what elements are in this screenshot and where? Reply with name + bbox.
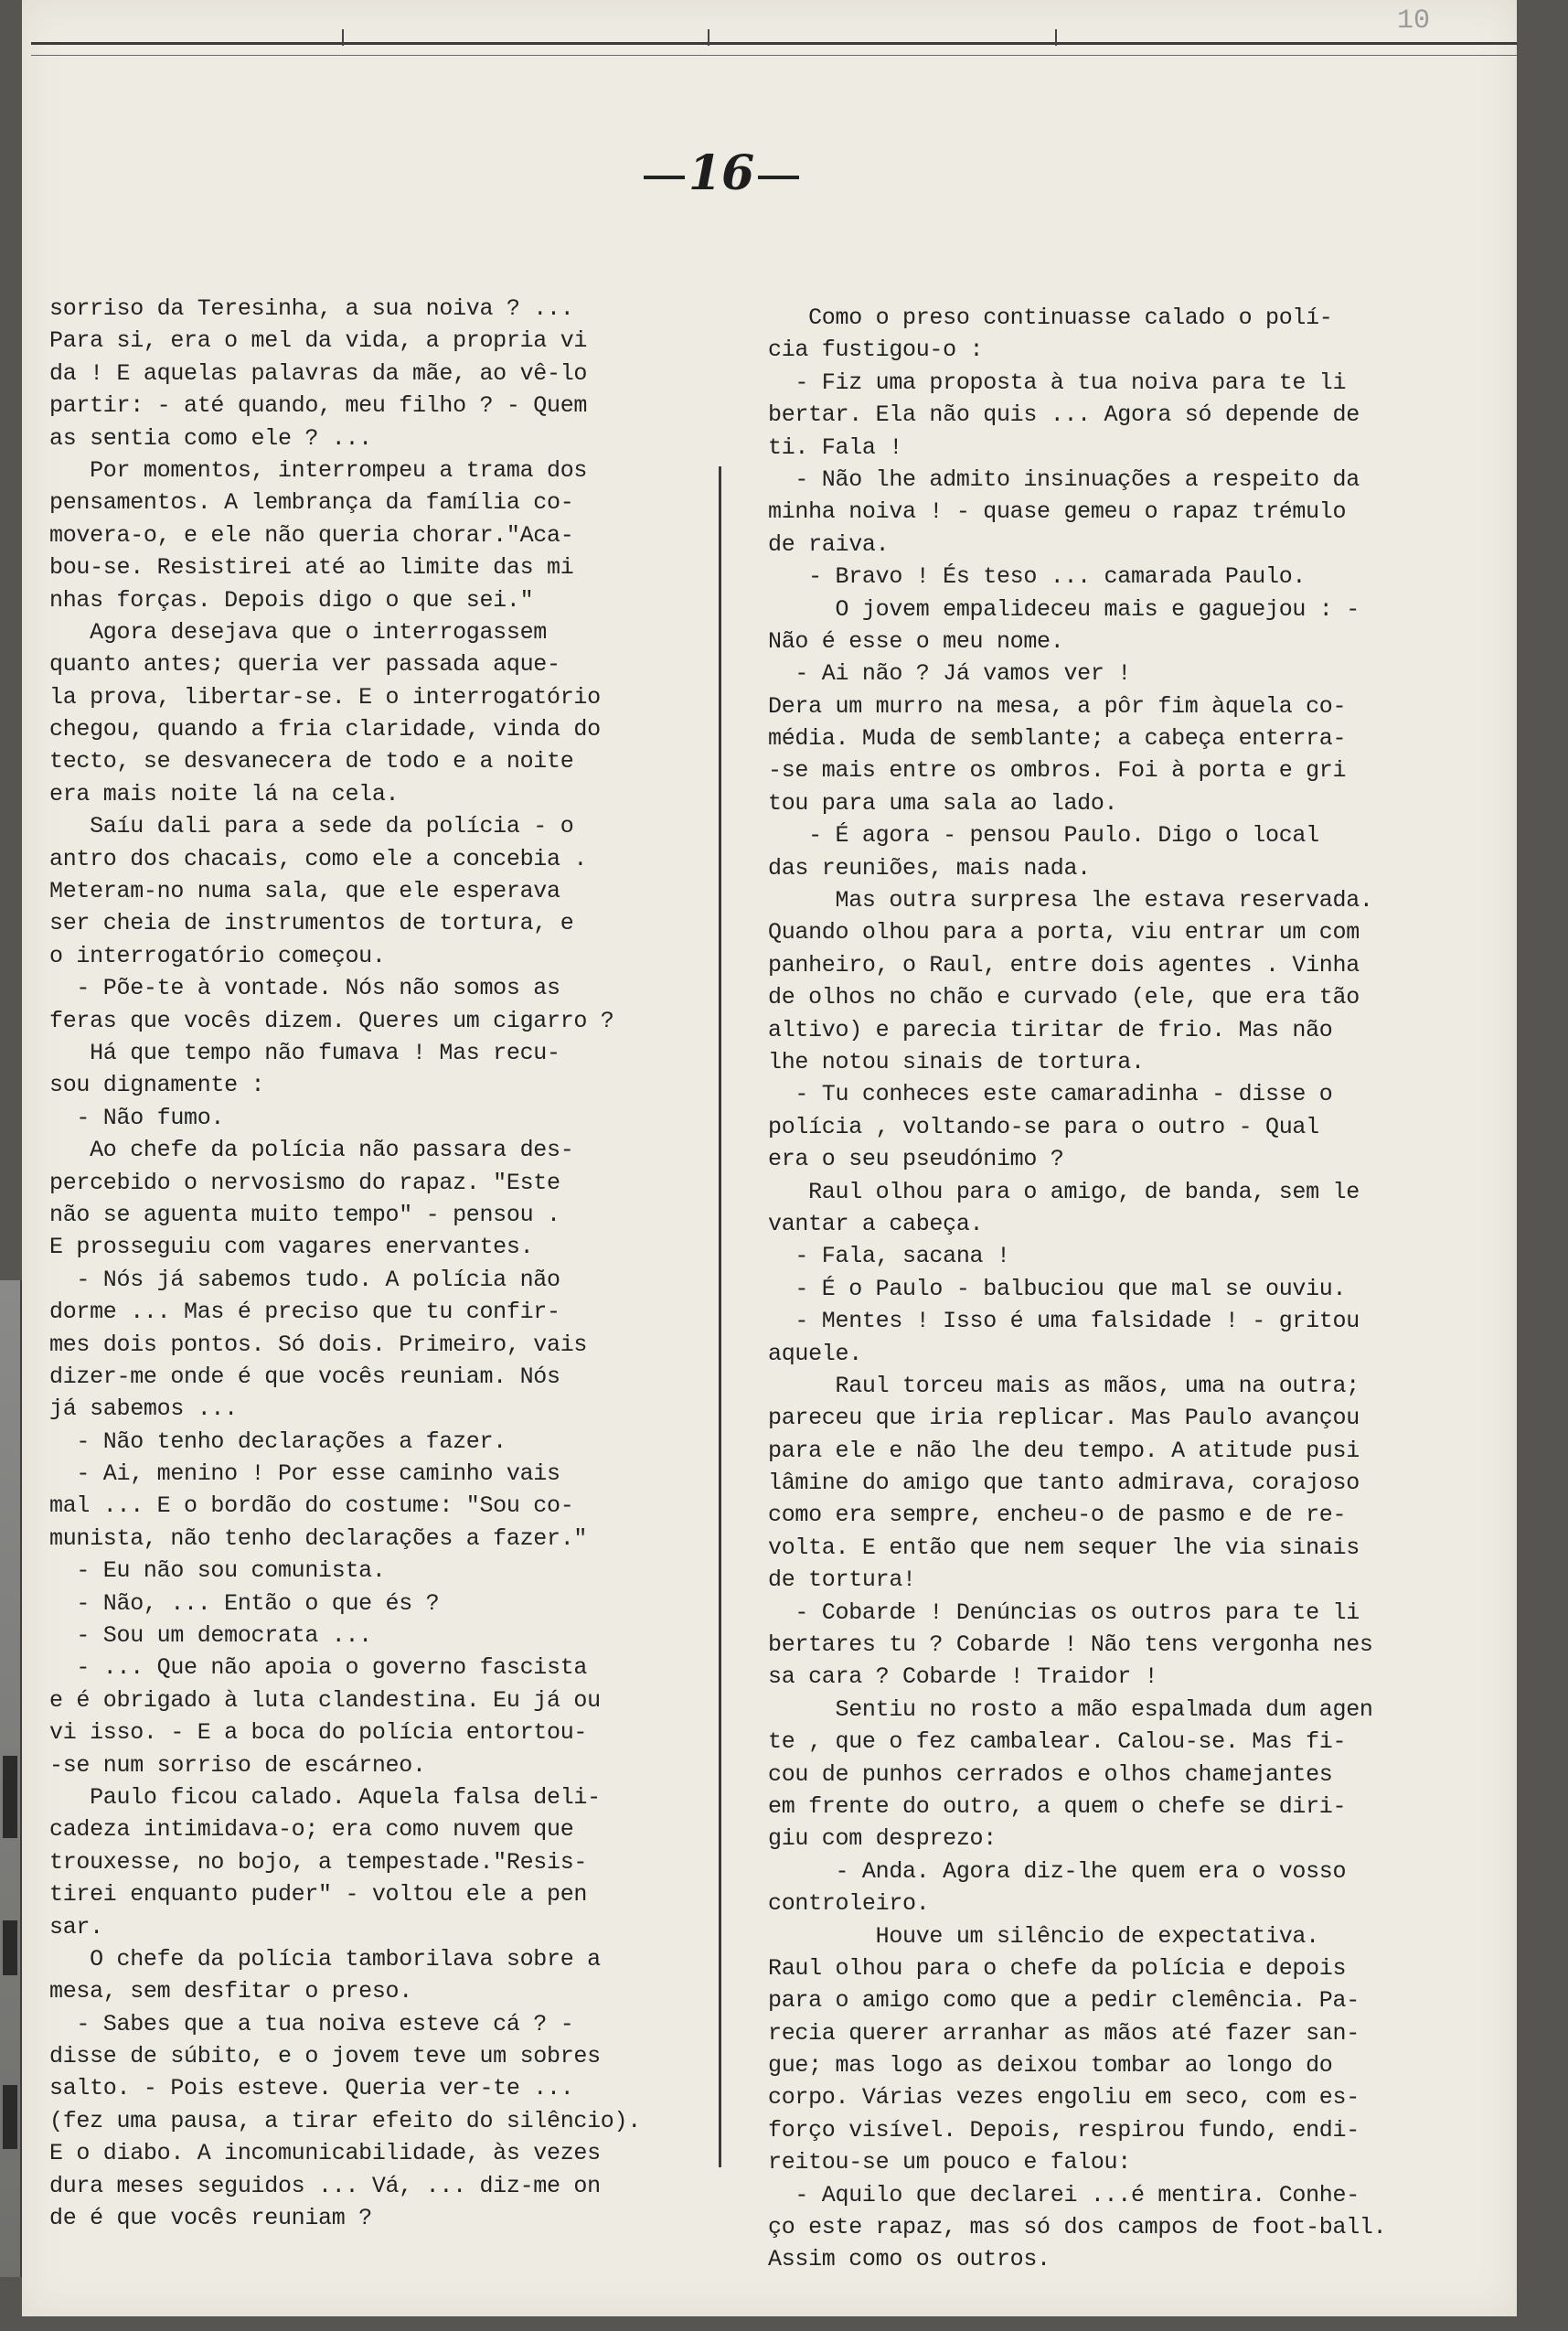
text-line: - Cobarde ! Denúncias os outros para te li (768, 1599, 1360, 1626)
text-line: Houve um silêncio de expectativa. (768, 1922, 1319, 1950)
text-line: sou dignamente : (49, 1072, 265, 1099)
text-line: bou-se. Resistirei até ao limite das mi (49, 554, 574, 582)
text-line: Para si, era o mel da vida, a propria vi (49, 327, 588, 355)
text-line: - Não fumo. (49, 1104, 225, 1131)
text-line: ço este rapaz, mas só dos campos de foot-ball. (768, 2214, 1387, 2241)
text-line: salto. - Pois esteve. Queria ver-te ... (49, 2075, 574, 2102)
text-line: trouxesse, no bojo, a tempestade."Resis- (49, 1848, 588, 1876)
text-line: como era sempre, encheu-o de pasmo e de re- (768, 1502, 1347, 1529)
text-line: gue; mas logo as deixou tombar ao longo do (768, 2052, 1333, 2080)
text-line: chegou, quando a fria claridade, vinda do (49, 716, 601, 743)
text-line: minha noiva ! - quase gemeu o rapaz trémulo (768, 498, 1347, 526)
text-line: - É agora - pensou Paulo. Digo o local (768, 822, 1319, 850)
text-line: mal ... E o bordão do costume: "Sou co- (49, 1492, 574, 1520)
text-line: Paulo ficou calado. Aquela falsa deli- (49, 1783, 601, 1811)
ruler-marker (3, 1756, 17, 1838)
text-line: percebido o nervosismo do rapaz. "Este (49, 1169, 560, 1196)
text-line: aquele. (768, 1340, 862, 1367)
text-line: reitou-se um pouco e falou: (768, 2149, 1131, 2176)
text-line: bertar. Ela não quis ... Agora só depende de (768, 401, 1360, 429)
text-line: te , que o fez cambalear. Calou-se. Mas fi- (768, 1728, 1347, 1756)
text-line: Saíu dali para a sede da polícia - o (49, 813, 574, 840)
text-line: mes dois pontos. Só dois. Primeiro, vais (49, 1331, 588, 1358)
text-line: não se aguenta muito tempo" - pensou . (49, 1201, 560, 1228)
left-text-column (49, 293, 641, 2234)
right-text-column (768, 302, 1386, 2276)
text-line: (fez uma pausa, a tirar efeito do silêncio). (49, 2107, 641, 2134)
text-line: Não é esse o meu nome. (768, 627, 1064, 655)
text-line: O jovem empalideceu mais e gaguejou : - (768, 595, 1360, 623)
text-line: Ao chefe da polícia não passara des- (49, 1137, 574, 1164)
text-line: Quando olhou para a porta, viu entrar um com (768, 919, 1360, 946)
text-line: - ... Que não apoia o governo fascista (49, 1654, 588, 1682)
text-line: altivo) e parecia tiritar de frio. Mas não (768, 1016, 1333, 1043)
text-line: de tortura! (768, 1566, 916, 1594)
text-line: E o diabo. A incomunicabilidade, às vezes (49, 2140, 601, 2167)
text-line: - Aquilo que declarei ...é mentira. Conhe- (768, 2181, 1360, 2208)
text-line: tou para uma sala ao lado. (768, 789, 1118, 817)
text-line: - Mentes ! Isso é uma falsidade ! - gritou (768, 1308, 1360, 1335)
text-line: - Eu não sou comunista. (49, 1557, 386, 1585)
text-line: Raul olhou para o amigo, de banda, sem le (768, 1178, 1360, 1205)
text-line: as sentia como ele ? ... (49, 424, 372, 452)
text-line: movera-o, e ele não queria chorar."Aca- (49, 521, 574, 549)
text-line: feras que vocês dizem. Queres um cigarro ? (49, 1007, 614, 1034)
text-line: munista, não tenho declarações a fazer." (49, 1524, 588, 1552)
text-line: pareceu que iria replicar. Mas Paulo avançou (768, 1405, 1360, 1432)
text-line: Raul torceu mais as mãos, uma na outra; (768, 1372, 1360, 1399)
header-rule-thin (31, 55, 1517, 56)
text-line: giu com desprezo: (768, 1825, 997, 1853)
text-line: já sabemos ... (49, 1395, 238, 1423)
text-line: forço visível. Depois, respirou fundo, endi- (768, 2116, 1360, 2144)
text-line: sa cara ? Cobarde ! Traidor ! (768, 1663, 1158, 1691)
text-line: Por momentos, interrompeu a trama dos (49, 456, 588, 484)
text-line: recia querer arranhar as mãos até fazer san- (768, 2019, 1360, 2047)
text-line: ti. Fala ! (768, 433, 903, 461)
text-line: - Põe-te à vontade. Nós não somos as (49, 975, 560, 1002)
text-line: - Não, ... Então o que és ? (49, 1589, 440, 1617)
text-line: volta. E então que nem sequer lhe via sinais (768, 1534, 1360, 1561)
text-line: E prosseguiu com vagares enervantes. (49, 1234, 534, 1261)
text-line: - Anda. Agora diz-lhe quem era o vosso (768, 1857, 1347, 1885)
text-line: Meteram-no numa sala, que ele esperava (49, 878, 560, 905)
text-line: Assim como os outros. (768, 2246, 1051, 2273)
text-line: -se num sorriso de escárneo. (49, 1751, 426, 1779)
text-line: dorme ... Mas é preciso que tu confir- (49, 1299, 560, 1326)
text-line: antro dos chacais, como ele a concebia . (49, 845, 588, 872)
text-line: Como o preso continuasse calado o polí- (768, 305, 1333, 331)
text-line: sar. (49, 1913, 103, 1941)
text-line: para o amigo como que a pedir clemência. Pa- (768, 1987, 1360, 2015)
text-line: cia fustigou-o : (768, 337, 984, 364)
page-number: 16 (644, 146, 799, 201)
text-line: sorriso da Teresinha, a sua noiva ? ... (49, 295, 574, 322)
scan-ruler (0, 1280, 22, 2277)
text-line: para ele e não lhe deu tempo. A atitude pusi (768, 1437, 1360, 1464)
header-rule (31, 42, 1517, 45)
text-line: corpo. Várias vezes engoliu em seco, com es- (768, 2084, 1360, 2112)
text-line: - Tu conheces este camaradinha - disse o (768, 1081, 1333, 1108)
column-divider (719, 466, 721, 2167)
text-line: em frente do outro, a quem o chefe se diri- (768, 1792, 1347, 1820)
text-line: bertares tu ? Cobarde ! Não tens vergonha nes (768, 1631, 1373, 1659)
text-line: Agora desejava que o interrogassem (49, 618, 547, 646)
text-line: dura meses seguidos ... Vá, ... diz-me on (49, 2172, 601, 2199)
text-line: de é que vocês reuniam ? (49, 2205, 372, 2232)
text-line: partir: - até quando, meu filho ? - Quem (49, 392, 588, 420)
text-line: - Sabes que a tua noiva esteve cá ? - (49, 2010, 574, 2037)
text-line: e é obrigado à luta clandestina. Eu já ou (49, 1686, 601, 1714)
text-line: mesa, sem desfitar o preso. (49, 1978, 412, 2005)
text-line: polícia , voltando-se para o outro - Qual (768, 1113, 1319, 1140)
text-line: - É o Paulo - balbuciou que mal se ouviu. (768, 1275, 1347, 1302)
text-line: dizer-me onde é que vocês reuniam. Nós (49, 1363, 560, 1390)
text-line: de raiva. (768, 530, 890, 558)
rule-tick (342, 29, 344, 46)
text-line: o interrogatório começou. (49, 942, 386, 969)
text-line: la prova, libertar-se. E o interrogatório (49, 683, 601, 711)
text-line: média. Muda de semblante; a cabeça enterra- (768, 725, 1347, 753)
text-line: tirei enquanto puder" - voltou ele a pen (49, 1881, 588, 1909)
text-line: lâmine do amigo que tanto admirava, corajoso (768, 1470, 1360, 1497)
text-line: era mais noite lá na cela. (49, 780, 400, 807)
document-page (22, 0, 1517, 2316)
text-line: Mas outra surpresa lhe estava reservada. (768, 887, 1373, 914)
text-line: Dera um murro na mesa, a pôr fim àquela co- (768, 692, 1347, 720)
ruler-marker (3, 2085, 17, 2149)
text-line: -se mais entre os ombros. Foi à porta e gri (768, 757, 1347, 785)
text-line: - Bravo ! És teso ... camarada Paulo. (768, 563, 1307, 591)
text-line: ser cheia de instrumentos de tortura, e (49, 910, 574, 937)
text-line: quanto antes; queria ver passada aque- (49, 651, 560, 679)
text-line: - Fiz uma proposta à tua noiva para te li (768, 369, 1347, 396)
text-line: nhas forças. Depois digo o que sei." (49, 586, 534, 614)
text-line: vantar a cabeça. (768, 1210, 984, 1237)
rule-tick (708, 29, 709, 46)
text-line: - Sou um democrata ... (49, 1622, 372, 1650)
text-line: vi isso. - E a boca do polícia entortou- (49, 1719, 588, 1747)
rule-tick (1055, 29, 1057, 46)
text-line: Há que tempo não fumava ! Mas recu- (49, 1039, 560, 1066)
text-line: Raul olhou para o chefe da polícia e depois (768, 1954, 1347, 1982)
text-line: lhe notou sinais de tortura. (768, 1048, 1145, 1075)
corner-page-mark: 10 (1396, 5, 1430, 37)
text-line: tecto, se desvanecera de todo e a noite (49, 748, 574, 775)
text-line: - Ai não ? Já vamos ver ! (768, 660, 1131, 688)
text-line: era o seu pseudónimo ? (768, 1146, 1064, 1173)
text-line: cadeza intimidava-o; era como nuvem que (49, 1816, 574, 1844)
text-line: Sentiu no rosto a mão espalmada dum agen (768, 1695, 1373, 1723)
text-line: - Fala, sacana ! (768, 1243, 1010, 1270)
text-line: pensamentos. A lembrança da família co- (49, 489, 574, 517)
text-line: cou de punhos cerrados e olhos chamejantes (768, 1760, 1333, 1788)
text-line: de olhos no chão e curvado (ele, que era tão (768, 984, 1360, 1011)
text-line: - Ai, menino ! Por esse caminho vais (49, 1460, 560, 1488)
text-line: da ! E aquelas palavras da mãe, ao vê-lo (49, 359, 588, 387)
text-line: O chefe da polícia tamborilava sobre a (49, 1945, 601, 1973)
text-line: controleiro. (768, 1890, 930, 1918)
text-line: panheiro, o Raul, entre dois agentes . Vinha (768, 951, 1360, 978)
text-line: disse de súbito, e o jovem teve um sobres (49, 2043, 601, 2070)
text-line: - Nós já sabemos tudo. A polícia não (49, 1266, 560, 1293)
text-line: - Não tenho declarações a fazer. (49, 1427, 507, 1455)
text-line: das reuniões, mais nada. (768, 854, 1091, 882)
ruler-marker (3, 1920, 17, 1975)
text-line: - Não lhe admito insinuações a respeito da (768, 465, 1360, 493)
